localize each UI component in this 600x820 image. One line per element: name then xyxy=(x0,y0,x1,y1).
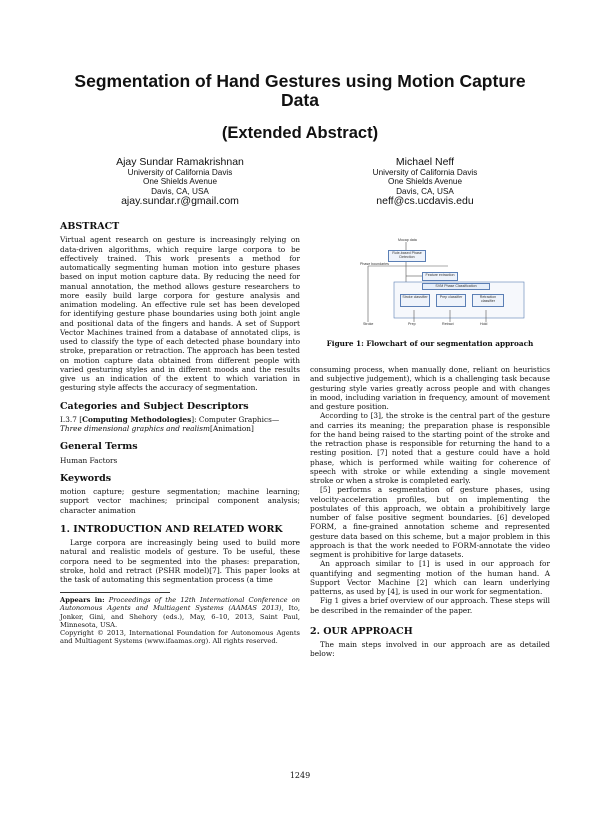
flowchart-box-stroke-classifier: Stroke classifier xyxy=(400,294,430,307)
flowchart-label-mocap: Mocap data xyxy=(398,238,417,242)
paragraph-related: [5] performs a segmentation of gesture phases, using velocity-acceleration profiles, but on implementing the postulates of this approach, we obtain a prohibitively large number of false positive segment boundaries. [6] developed FORM, a fine-grained annotation scheme and represented gesture data based on this scheme, but a major problem in this approach is that the work needed to FORM-annotate the video segment is prohibitive for large datasets. xyxy=(310,485,550,559)
paragraph-svm: An approach similar to [1] is used in our approach for quantifying and segmenting motion of the human hand. A Support Vector Machine [2] which can learn underlying patterns, as used by [4], is used in our work for segmentation. xyxy=(310,559,550,596)
flowchart-box-rule-detection: Rule-based Phase Detection xyxy=(388,250,426,262)
categories-heading: Categories and Subject Descriptors xyxy=(60,400,249,412)
categories-text: I.3.7 [Computing Methodologies]: Computer Graphics—Three dimensional graphics and realism[Animation] xyxy=(60,414,280,433)
flowchart-output-prep: Prep xyxy=(408,322,416,326)
flowchart-box-prep-classifier: Prep classifier xyxy=(436,294,466,307)
author-email: ajay.sundar.r@gmail.com xyxy=(121,195,239,208)
flowchart-output-retract: Retract xyxy=(442,322,454,326)
keywords-heading: Keywords xyxy=(60,472,112,484)
author-block-2 xyxy=(295,156,555,207)
flowchart-output-hold: Hold xyxy=(480,322,488,326)
author-affiliation: University of California Davis xyxy=(372,168,478,177)
abstract-text: Virtual agent research on gesture is increasingly relying on data-driven algorithms, which require large corpora to be effectively trained. This work presents a method for automatically segmenting human motion into gesture phases based on input motion capture data. By reducing the need for manual annotation, the method allows gesture researchers to more easily build large corpora for gesture analysis and animation modeling. An effective rule set has been developed for identifying gesture phase boundaries using both joint angle and positional data of the fingers and hands. A set of Support Vector Machines trained from a database of annotated clips, is used to classify the type of each detected phase boundary into stroke, preparation or retraction. The approach has been tested on motion capture data obtained from different people with varied gesturing styles and in different moods and the results give us an indication of the extent to which variation in gesturing style affects the accuracy of segmentation. xyxy=(60,235,300,393)
author-email: neff@cs.ucdavis.edu xyxy=(376,195,474,208)
intro-paragraph: Large corpora are increasingly being used to build more natural and realistic models of gesture. To be useful, these corpora need to be segmented into the phases: preparation, stroke, hold and retract (PSHR model)[7]. This paper looks at the task of automating this segmentation process (a time xyxy=(60,538,300,584)
appears-in-note: Appears in: Proceedings of the 12th International Conference on Autonomous Agents and Multiagent Systems (AAMAS 2013), Ito, Jonker, Gini, and Shehory (eds.), May, 6–10, 2013, Saint Paul, Minnesota, USA. xyxy=(60,596,300,629)
flowchart-label-boundaries: Phase boundaries xyxy=(360,262,389,266)
flowchart-box-feature-extraction: Feature extraction xyxy=(422,272,458,281)
flowchart-box-retraction-classifier: Retraction classifier xyxy=(472,294,504,307)
keywords-text: motion capture; gesture segmentation; machine learning; support vector machines; principal component analysis; character animation xyxy=(60,487,300,515)
paragraph-stroke: According to [3], the stroke is the central part of the gesture and carries its meaning; the preparation phase is responsible for the hand being raised to the starting point of the stroke and the retraction phase is responsible for returning the hand to a resting position. [7] noted that a gesture could have a hold phase, which is performed while waiting for coherence of speech with stroke or while extending a single movement stroke or when a stroke is completed early. xyxy=(310,411,550,485)
flowchart-figure xyxy=(358,238,528,328)
paper-title: Segmentation of Hand Gestures using Motion Capture Data xyxy=(74,71,526,110)
author-name: Michael Neff xyxy=(395,156,455,168)
approach-intro: The main steps involved in our approach are as detailed below: xyxy=(310,640,550,659)
author-city: Davis, CA, USA xyxy=(151,186,209,196)
author-affiliation: University of California Davis xyxy=(127,168,233,177)
author-address: One Shields Avenue xyxy=(142,177,218,187)
intro-heading: 1. INTRODUCTION AND RELATED WORK xyxy=(60,523,283,535)
abstract-heading: ABSTRACT xyxy=(60,221,120,232)
copyright-note: Copyright © 2013, International Foundation for Autonomous Agents and Multiagent Systems (www.ifaamas.org). All rights reserved. xyxy=(60,629,300,646)
author-name: Ajay Sundar Ramakrishnan xyxy=(116,156,244,168)
general-terms-heading: General Terms xyxy=(60,441,138,453)
general-terms-text: Human Factors xyxy=(60,455,118,465)
footnote-rule xyxy=(60,592,170,593)
figure-caption: Figure 1: Flowchart of our segmentation approach xyxy=(326,339,534,348)
left-column xyxy=(60,222,300,645)
flowchart-output-stroke: Stroke xyxy=(363,322,374,326)
flowchart-box-svm: SVM Phase Classification xyxy=(422,283,490,290)
paper-subtitle: (Extended Abstract) xyxy=(221,124,379,142)
right-column xyxy=(310,365,550,659)
author-block-1 xyxy=(50,156,310,207)
page-number: 1249 xyxy=(289,771,311,780)
author-city: Davis, CA, USA xyxy=(396,186,454,196)
paragraph-overview: Fig 1 gives a brief overview of our approach. These steps will be described in the remainder of the paper. xyxy=(310,596,550,615)
intro-continued: consuming process, when manually done, reliant on heuristics and subjective judgement), which is a challenging task because gesturing style varies greatly across people and with changes in mood, including variation in frequency, amount of movement and gesture position. xyxy=(310,365,550,411)
author-address: One Shields Avenue xyxy=(387,177,463,187)
approach-heading: 2. OUR APPROACH xyxy=(310,625,413,637)
